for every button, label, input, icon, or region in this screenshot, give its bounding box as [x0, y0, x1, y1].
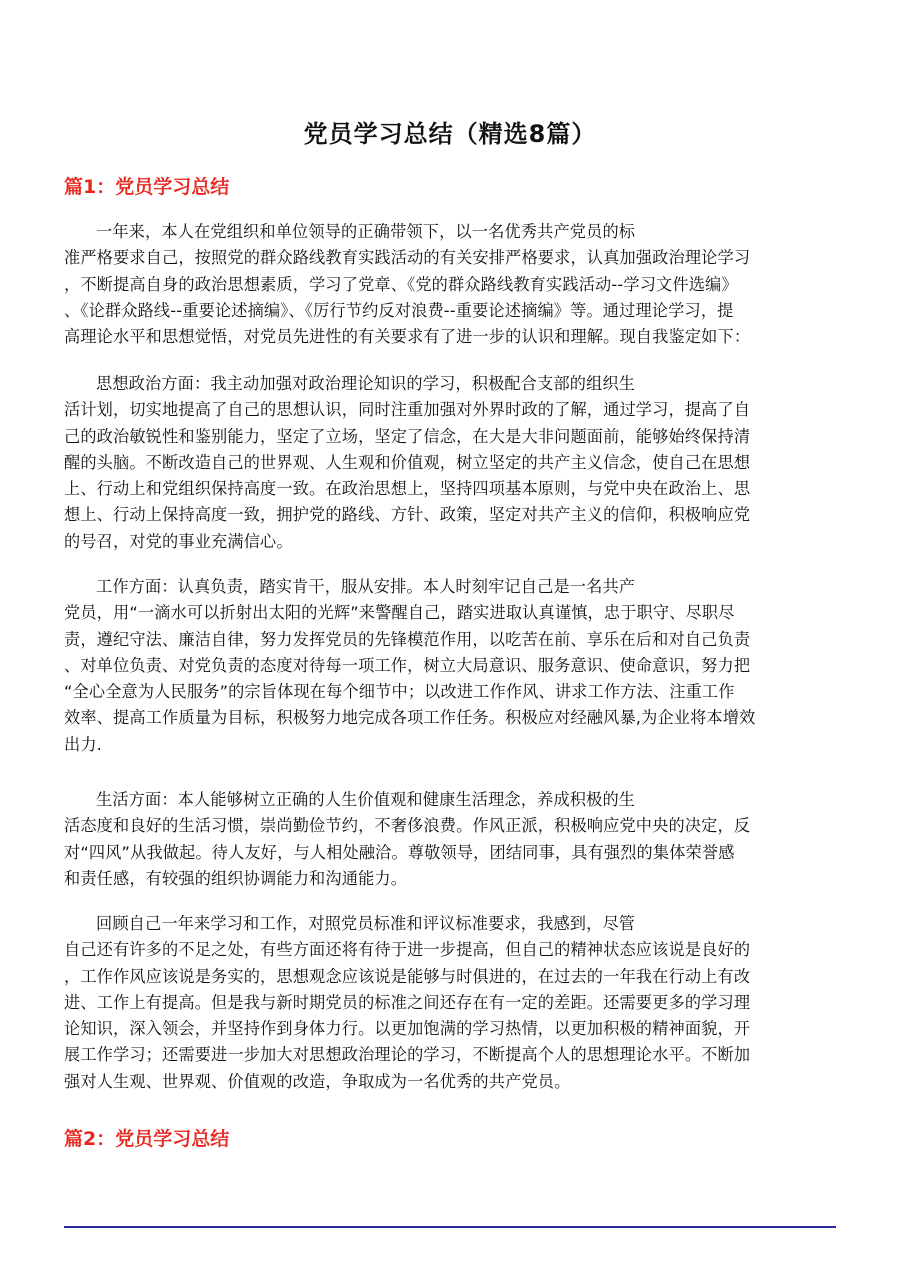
paragraph-line: 论知识，深入领会，并坚持作到身体力行。以更加饱满的学习热情，以更加积极的精神面貌，开 [64, 1019, 751, 1039]
document-title: 党员学习总结（精选8篇） [303, 120, 597, 148]
paragraph-line: 一年来，本人在党组织和单位领导的正确带领下，以一名优秀共产党员的标 [96, 222, 636, 241]
footer-divider [64, 1226, 836, 1228]
paragraph-line: “全心全意为人民服务”的宗旨体现在每个细节中；以改进工作作风、讲求工作方法、注重工作 [64, 682, 735, 702]
paragraph-political [64, 371, 836, 555]
paragraph-line: 出力. [64, 734, 102, 754]
paragraph-line: 活态度和良好的生活习惯，崇尚勤俭节约，不奢侈浪费。作风正派，积极响应党中央的决定，反 [64, 816, 751, 836]
section-heading-1: 篇1：党员学习总结 [64, 176, 230, 198]
paragraph-line: 想上、行动上保持高度一致，拥护党的路线、方针、政策，坚定对共产主义的信仰，积极响应党 [64, 505, 751, 525]
paragraph-line: 工作方面：认真负责，踏实肯干，服从安排。本人时刻牢记自己是一名共产 [96, 577, 636, 596]
paragraph-line: 、对单位负责、对党负责的态度对待每一项工作，树立大局意识、服务意识、使命意识，努力把 [64, 655, 751, 675]
paragraph-line: 高理论水平和思想觉悟，对党员先进性的有关要求有了进一步的认识和理解。现自我鉴定如下： [64, 327, 751, 347]
paragraph-line: 进、工作上有提高。但是我与新时期党员的标准之间还存在有一定的差距。还需要更多的学习理 [64, 992, 751, 1012]
paragraph-line: 责，遵纪守法、廉洁自律，努力发挥党员的先锋模范作用，以吃苦在前、享乐在后和对自己负责 [64, 629, 751, 649]
paragraph-line: 的号召，对党的事业充满信心。 [64, 531, 293, 551]
paragraph-line: 准严格要求自己，按照党的群众路线教育实践活动的有关安排严格要求，认真加强政治理论学习 [64, 248, 751, 268]
paragraph-line: 党员，用“一滴水可以折射出太阳的光辉”来警醒自己，踏实进取认真谨慎，忠于职守、尽职尽 [64, 603, 735, 623]
paragraph-line: ，不断提高自身的政治思想素质，学习了党章、《党的群众路线教育实践活动--学习文件选编》 [64, 274, 738, 294]
paragraph-line: 生活方面：本人能够树立正确的人生价值观和健康生活理念，养成积极的生 [96, 790, 636, 809]
paragraph-review [64, 911, 836, 1095]
paragraph-line: 思想政治方面：我主动加强对政治理论知识的学习，积极配合支部的组织生 [96, 374, 636, 393]
paragraph-line: ，工作作风应该说是务实的，思想观念应该说是能够与时俱进的，在过去的一年我在行动上有改 [64, 966, 751, 986]
paragraph-line: 活计划，切实地提高了自己的思想认识，同时注重加强对外界时政的了解，通过学习，提高了自 [64, 400, 751, 420]
paragraph-line: 回顾自己一年来学习和工作，对照党员标准和评议标准要求，我感到，尽管 [96, 914, 636, 933]
paragraph-line: 醒的头脑。不断改造自己的世界观、人生观和价值观，树立坚定的共产主义信念，使自己在思想 [64, 452, 751, 472]
section-heading-2: 篇2：党员学习总结 [64, 1128, 230, 1150]
paragraph-line: 、《论群众路线--重要论述摘编》、《厉行节约反对浪费--重要论述摘编》等。通过理论学习，提 [64, 300, 734, 320]
paragraph-line: 和责任感，有较强的组织协调能力和沟通能力。 [64, 868, 408, 888]
paragraph-line: 己的政治敏锐性和鉴别能力，坚定了立场，坚定了信念，在大是大非问题面前，能够始终保持清 [64, 426, 751, 446]
paragraph-line: 强对人生观、世界观、价值观的改造，争取成为一名优秀的共产党员。 [64, 1071, 571, 1091]
paragraph-line: 效率、提高工作质量为目标，积极努力地完成各项工作任务。积极应对经融风暴,为企业将本增效 [64, 708, 756, 728]
paragraph-line: 自己还有许多的不足之处，有些方面还将有待于进一步提高，但自己的精神状态应该说是良好的 [64, 940, 751, 960]
paragraph-line: 上、行动上和党组织保持高度一致。在政治思想上，坚持四项基本原则，与党中央在政治上、思 [64, 479, 751, 499]
paragraph-life [64, 787, 836, 892]
paragraph-work [64, 574, 836, 758]
paragraph-intro [64, 219, 836, 350]
paragraph-line: 对“四风”从我做起。待人友好，与人相处融洽。尊敬领导，团结同事，具有强烈的集体荣誉感 [64, 842, 735, 862]
paragraph-line: 展工作学习；还需要进一步加大对思想政治理论的学习，不断提高个人的思想理论水平。不断加 [64, 1045, 751, 1065]
